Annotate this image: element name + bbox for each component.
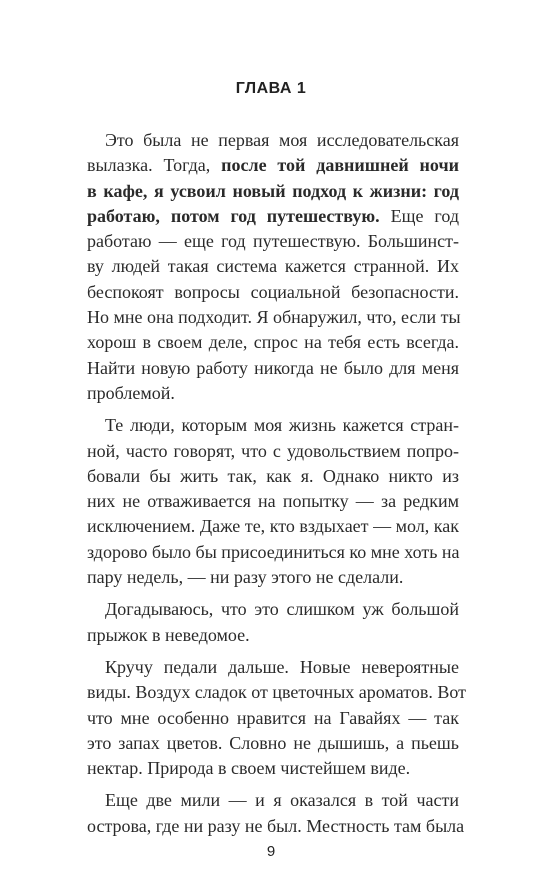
text-line: беспокоят вопросы социальной безопасности. <box>87 281 459 302</box>
text-line: ной, часто говорят, что с удовольствием попро- <box>87 440 459 461</box>
text-line-bold: в кафе, я усвоил новый подход к жизни: год <box>87 180 459 201</box>
chapter-title: ГЛАВА 1 <box>235 80 307 97</box>
text-line: Найти новую работу никогда не было для меня <box>87 357 459 378</box>
text-line: что мне особенно нравится на Гавайях — так <box>87 707 459 728</box>
bold-phrase: работаю, потом год путешествую. <box>87 205 380 226</box>
text-line: прыжок в неведомое. <box>87 624 250 645</box>
text-line: бовали бы жить так, как я. Однако никто из <box>87 465 459 486</box>
text-line: виды. Воздух сладок от цветочных ароматов. Вот <box>87 682 466 703</box>
text-line: Догадываюсь, что это слишком уж большой <box>105 599 459 620</box>
text-line: ву людей такая система кажется странной. Их <box>87 256 459 277</box>
page-number: 9 <box>266 843 276 860</box>
text-line: это запах цветов. Словно не дышишь, а пьешь <box>87 732 459 753</box>
text-line: исключением. Даже те, кто вздыхает — мол, как <box>87 516 459 537</box>
text-line: работаю — еще год путешествую. Большинст- <box>87 231 459 252</box>
text-line: них не отваживается на попытку — за редким <box>87 491 459 512</box>
body-text <box>87 128 466 839</box>
text-line: Те люди, которым моя жизнь кажется стран- <box>105 415 459 436</box>
text-line: Еще две мили — и я оказался в той части <box>105 790 459 811</box>
text-line: хорош в своем деле, спрос на тебя есть всегда. <box>87 332 459 353</box>
text-line: проблемой. <box>87 382 175 403</box>
text-line: вылазка. Тогда, после той давнишней ночи <box>87 155 459 176</box>
text-line: острова, где ни разу не был. Местность там была <box>87 815 465 836</box>
text-line: здорово было бы присоединиться ко мне хоть на <box>87 541 460 562</box>
text-line: пару недель, — ни разу этого не сделали. <box>87 567 404 588</box>
text-line: нектар. Природа в своем чистейшем виде. <box>87 758 411 779</box>
bold-phrase: после той давнишней ночи <box>221 155 459 176</box>
text-line: Но мне она подходит. Я обнаружил, что, если ты <box>87 307 461 328</box>
text-line: Кручу педали дальше. Новые невероятные <box>105 656 459 677</box>
text-line: работаю, потом год путешествую. Еще год <box>87 205 459 226</box>
text-line: Это была не первая моя исследовательская <box>105 130 459 150</box>
